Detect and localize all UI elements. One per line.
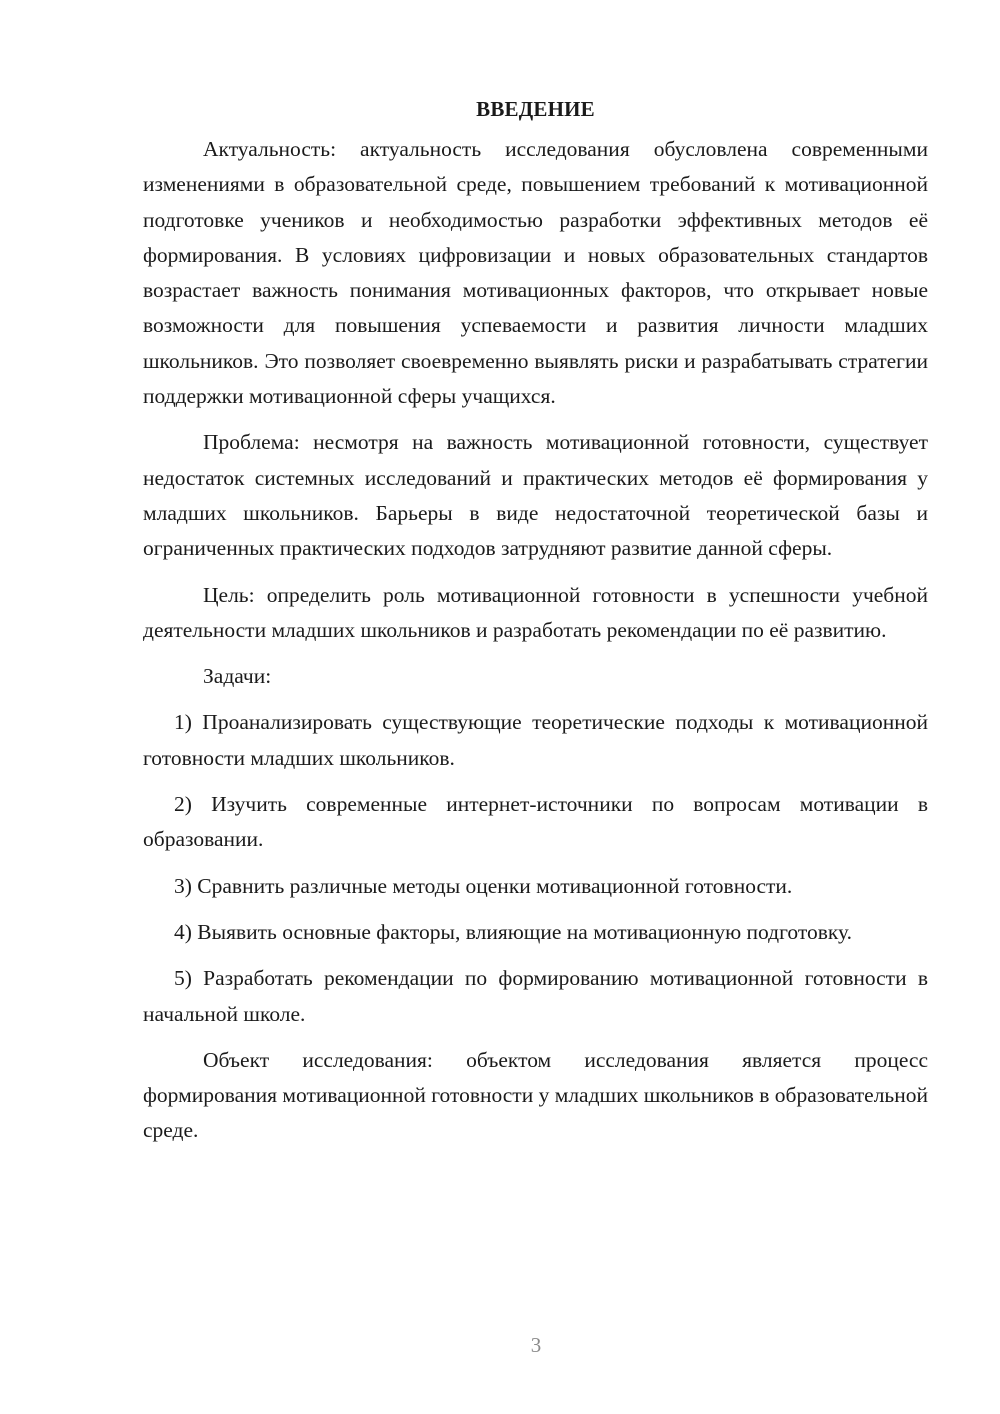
paragraph-goal: Цель: определить роль мотивационной готовности в успешности учебной деятельности младших школьников и разработать рекомендации по её развитию. [143, 582, 928, 642]
paragraph-problem: Проблема: несмотря на важность мотивационной готовности, существует недостаток системных исследований и практических методов её формирования у младших школьников. Барьеры в виде недостаточной теоретической базы и ограниченных практических подходов затрудняют развитие данной сферы. [143, 430, 928, 561]
task-item-3: 3) Сравнить различные методы оценки мотивационной готовности. [174, 873, 793, 898]
document-page [143, 92, 928, 1160]
paragraph-relevance: Актуальность: актуальность исследования обусловлена современными изменениями в образовательной среде, повышением требований к мотивационной подготовке учеников и необходимостью разработки эффективных методов её формирования. В условиях цифровизации и новых образовательных стандартов возрастает важность понимания мотивационных факторов, что открывает новые возможности для повышения успеваемости и развития личности младших школьников. Это позволяет своевременно выявлять риски и разрабатывать стратегии поддержки мотивационной сферы учащихся. [143, 137, 928, 409]
section-title: ВВЕДЕНИЕ [476, 97, 595, 121]
task-item-5: 5) Разработать рекомендации по формированию мотивационной готовности в начальной школе. [143, 966, 928, 1026]
paragraph-object: Объект исследования: объектом исследования является процесс формирования мотивационной готовности у младших школьников в образовательной среде. [143, 1047, 928, 1143]
task-item-2: 2) Изучить современные интернет-источники по вопросам мотивации в образовании. [143, 792, 928, 852]
task-item-1: 1) Проанализировать существующие теоретические подходы к мотивационной готовности младших школьников. [143, 710, 928, 770]
tasks-heading: Задачи: [203, 664, 272, 689]
page-number: 3 [530, 1333, 542, 1357]
task-item-4: 4) Выявить основные факторы, влияющие на мотивационную подготовку. [174, 919, 852, 944]
